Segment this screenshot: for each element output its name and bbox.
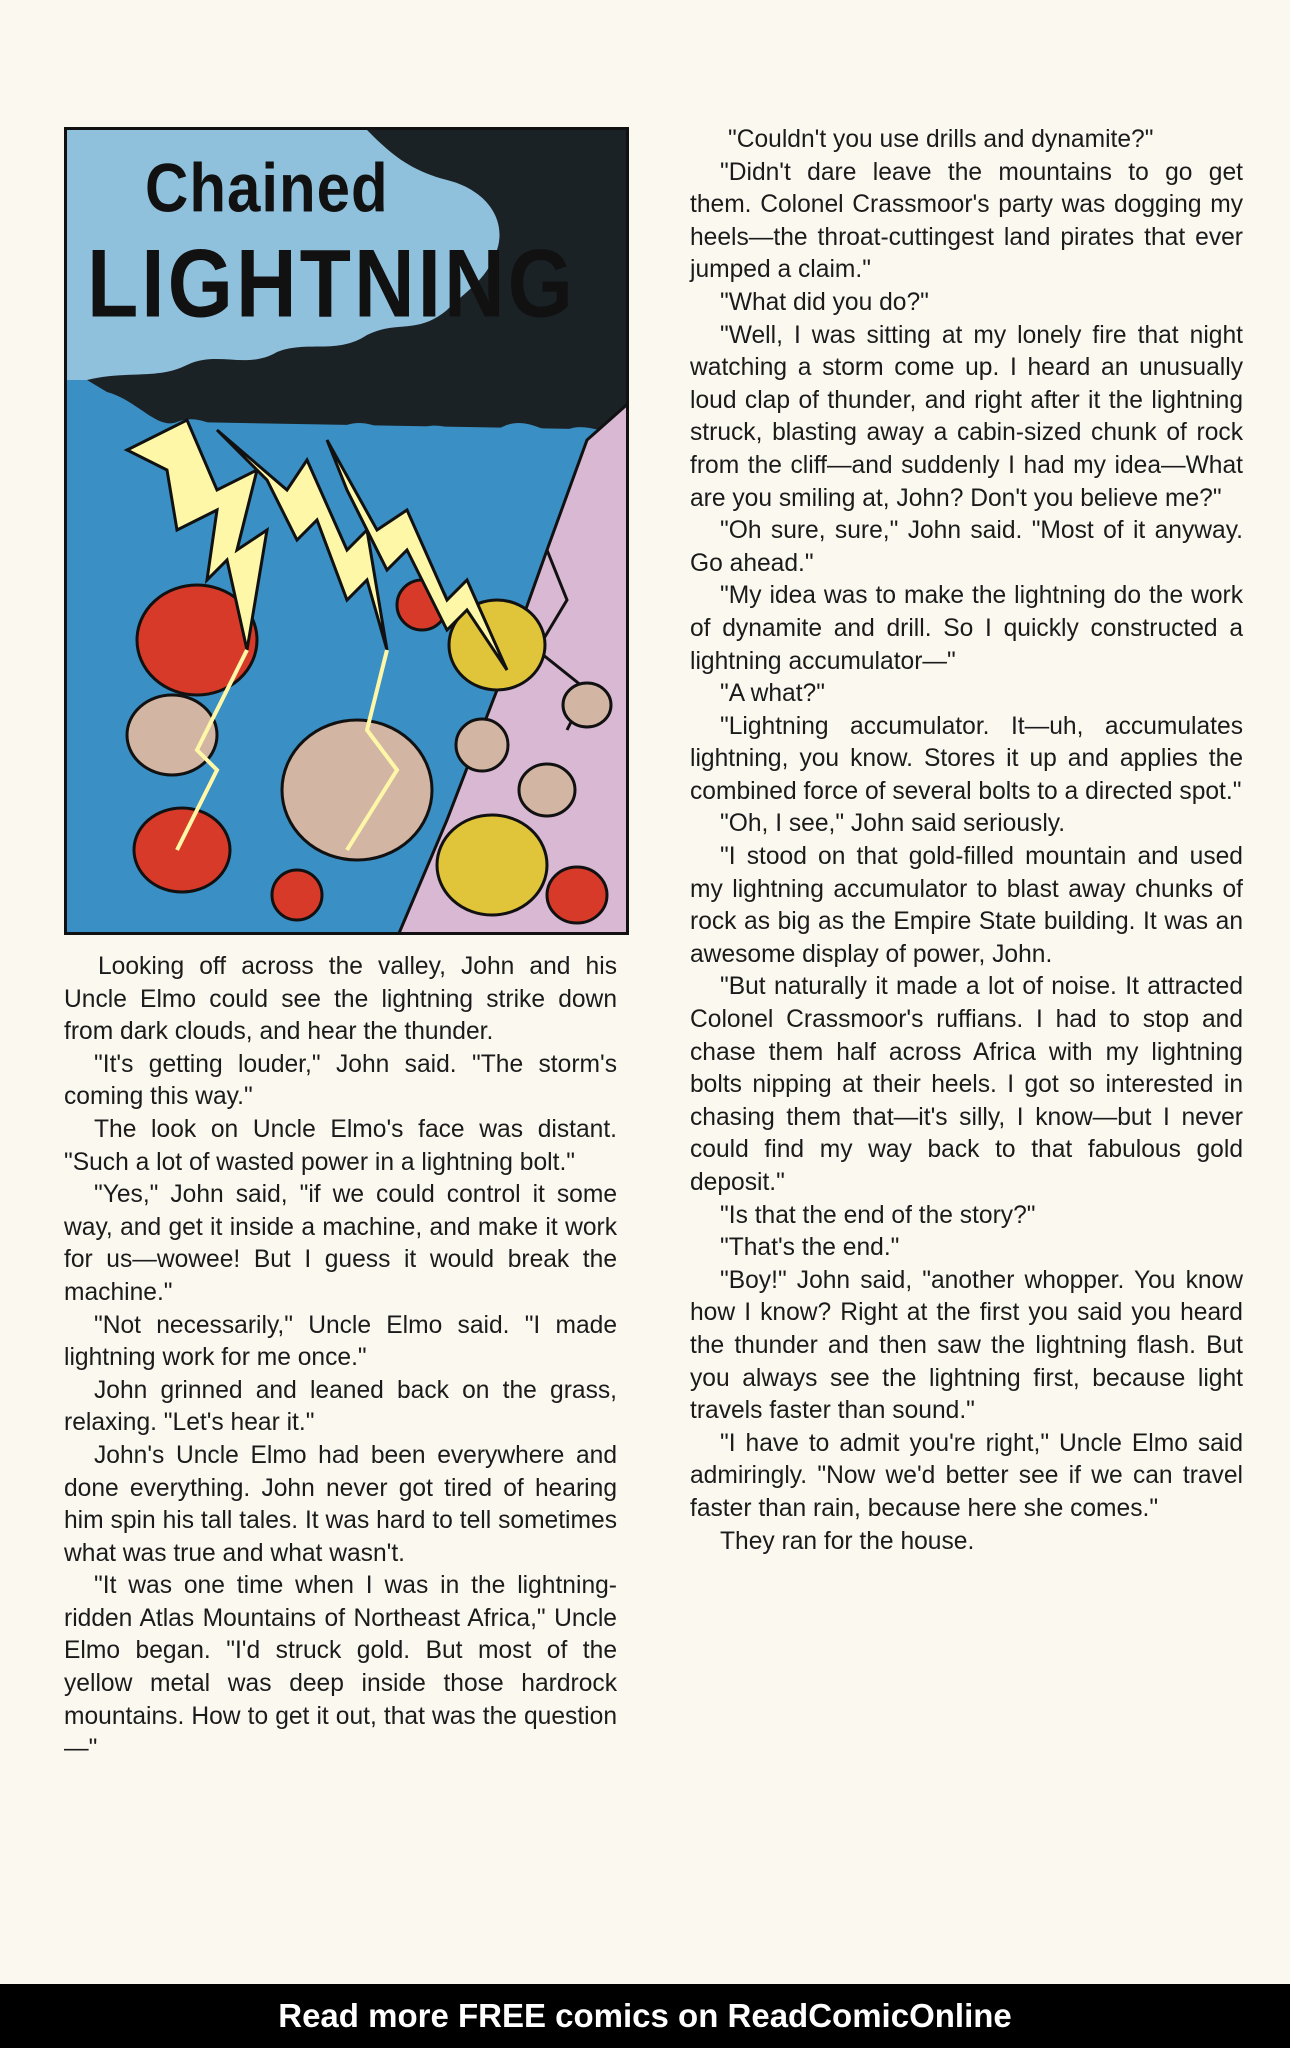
paragraph: "Couldn't you use drills and dynamite?": [728, 126, 1154, 153]
rock-red-4: [272, 870, 322, 920]
promo-banner[interactable]: [0, 1984, 1290, 2048]
paragraph: John's Uncle Elmo had been everywhere and done everything. John never got tired of hearing him spin his tall tales. It was hard to tell sometimes what was true and what wasn't.: [64, 1441, 617, 1567]
promo-banner-text[interactable]: Read more FREE comics on ReadComicOnline: [278, 1997, 1012, 2034]
rock-tan-3: [456, 719, 508, 771]
story-title-line-2: LIGHTNING: [87, 229, 576, 338]
paragraph: "It was one time when I was in the lightning-ridden Atlas Mountains of Northeast Africa," Uncle Elmo began. "I'd struck gold. But most of the yellow metal was deep inside those hardrock mountains. How to get it out, that was the question—": [64, 1572, 617, 1763]
paragraph: "Didn't dare leave the mountains to go get them. Colonel Crassmoor's party was dogging my heels—the throat-cuttingest land pirates that ever jumped a claim.": [690, 158, 1243, 284]
paragraph: "That's the end.": [720, 1234, 900, 1262]
left-text-column: [64, 951, 617, 1766]
paragraph: "Oh sure, sure," John said. "Most of it anyway. Go ahead.": [690, 517, 1243, 577]
paragraph: "It's getting louder," John said. "The storm's coming this way.": [64, 1050, 617, 1111]
paragraph: "I stood on that gold-filled mountain and used my lightning accumulator to blast away chunks of rock as big as the Empire State building. It was an awesome display of power, John.: [690, 843, 1243, 968]
paragraph: "Is that the end of the story?": [720, 1201, 1036, 1229]
rock-red-3: [134, 808, 230, 892]
paragraph: "What did you do?": [720, 288, 929, 316]
paragraph: "Lightning accumulator. It—uh, accumulates lightning, you know. Stores it up and applies the combined force of several bolts to a directed spot.": [690, 712, 1243, 805]
paragraph: "Oh, I see," John said seriously.: [720, 810, 1066, 838]
paragraph: They ran for the house.: [720, 1527, 975, 1555]
paragraph: "My idea was to make the lightning do the work of dynamite and drill. So I quickly constructed a lightning accumulator—": [690, 582, 1243, 675]
rock-tan-5: [563, 683, 611, 727]
paragraph: Looking off across the valley, John and his Uncle Elmo could see the lightning strike down from dark clouds, and hear the thunder.: [64, 953, 617, 1046]
paragraph: "Boy!" John said, "another whopper. You know how I know? Right at the first you said you heard the thunder and then saw the lightning flash. But you always see the lightning first, because light travels faster than sound.": [690, 1266, 1243, 1425]
paragraph: John grinned and leaned back on the grass, relaxing. "Let's hear it.": [64, 1376, 617, 1437]
paragraph: "I have to admit you're right," Uncle Elmo said admiringly. "Now we'd better see if we can travel faster than rain, because here she comes.": [690, 1429, 1243, 1522]
right-text-column: [690, 124, 1243, 1558]
story-illustration-panel: [64, 127, 629, 935]
rock-tan-4: [519, 764, 575, 816]
rock-tan-2: [282, 720, 432, 860]
paragraph: "Not necessarily," Uncle Elmo said. "I made lightning work for me once.": [64, 1311, 617, 1372]
paragraph: "A what?": [720, 680, 825, 708]
paragraph: "Well, I was sitting at my lonely fire that night watching a storm come up. I heard an unusually loud clap of thunder, and right after it the lightning struck, blasting away a cabin-sized chunk of rock from the cliff—and suddenly I had my idea—What are you smiling at, John? Don't you believe me?": [690, 321, 1243, 512]
paragraph: "But naturally it made a lot of noise. It attracted Colonel Crassmoor's ruffians. I had to stop and chase them half across Africa with my lightning bolts nipping at their heels. I got so interested in chasing them that—it's silly, I know—but I never could find my way back to that fabulous gold deposit.": [690, 973, 1243, 1196]
paragraph: "Yes," John said, "if we could control it some way, and get it inside a machine, and make it work for us—wowee! But I guess it would break the machine.": [64, 1181, 617, 1306]
paragraph: The look on Uncle Elmo's face was distant. "Such a lot of wasted power in a lightning bolt.": [64, 1115, 617, 1176]
story-title-line-1: Chained: [145, 149, 389, 227]
rock-yellow-2: [437, 815, 547, 915]
rock-red-5: [547, 867, 607, 923]
